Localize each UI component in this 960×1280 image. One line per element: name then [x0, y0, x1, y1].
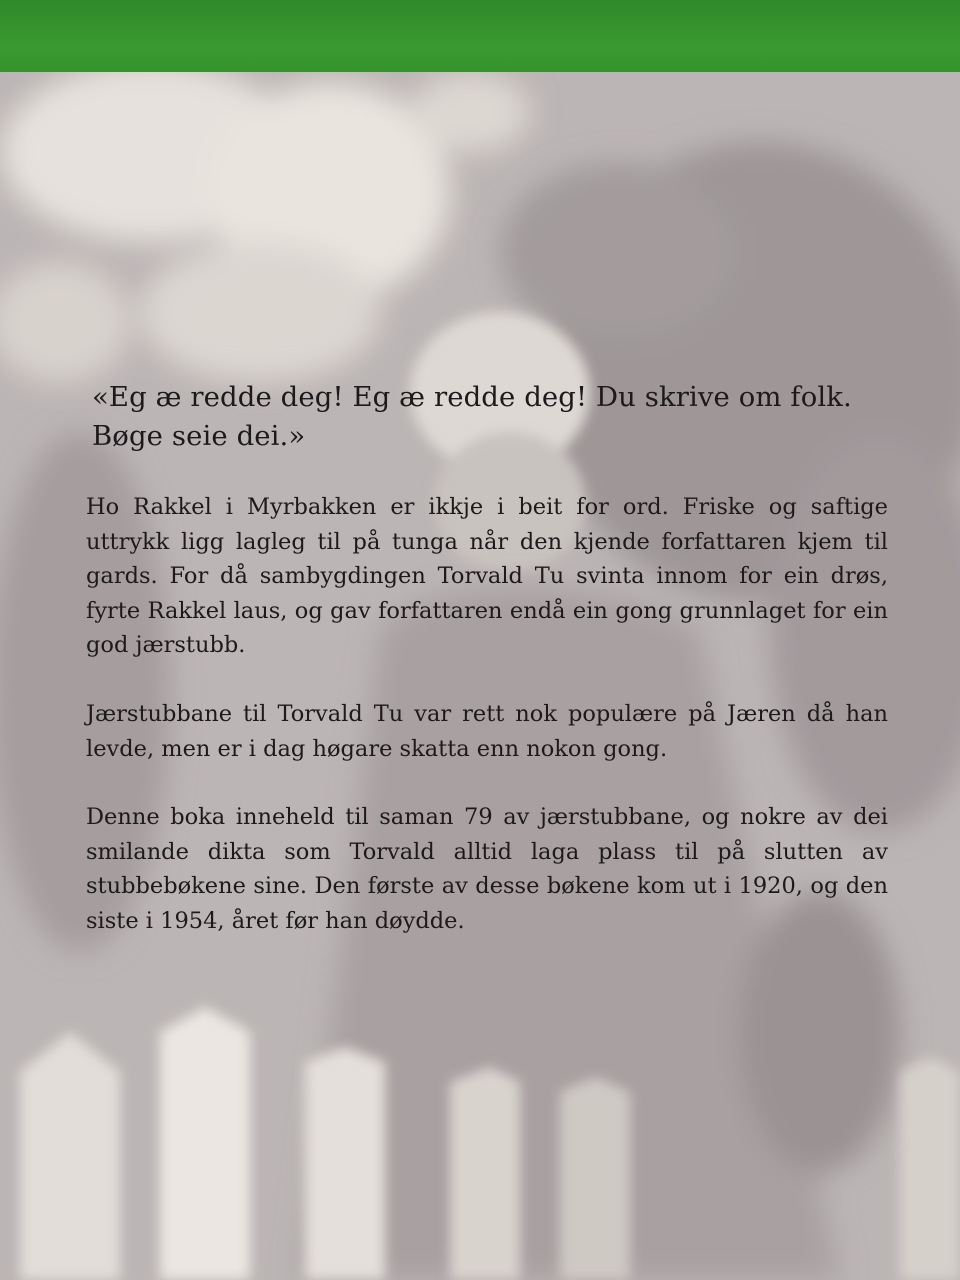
description-paragraph-3: Denne boka inneheld til saman 79 av jærstubbane, og nokre av dei smilande dikta som Torvald alltid laga plass til på slutten av stubbebøkene sine. Den første av desse bøkene kom ut i 1920, og den siste i 1954, året før han døydde.: [86, 804, 888, 934]
description-paragraph-2: Jærstubbane til Torvald Tu var rett nok populære på Jæren då han levde, men er i dag høgare skatta enn nokon gong.: [86, 700, 888, 762]
green-table-surface: [0, 0, 960, 80]
cover-quote: «Eg æ redde deg! Eg æ redde deg! Du skrive om folk. Bøge seie dei.»: [92, 381, 852, 452]
back-cover-text: [86, 378, 888, 939]
book-back-cover: [0, 72, 960, 1280]
description-paragraph-1: Ho Rakkel i Myrbakken er ikkje i beit for ord. Friske og saftige uttrykk ligg lagleg til på tunga når den kjende forfattaren kjem til gards. For då sambygdingen Torvald Tu svinta innom for ein drøs, fyrte Rakkel laus, og gav forfattaren endå ein gong grunnlaget for ein god jærstubb.: [86, 494, 888, 659]
